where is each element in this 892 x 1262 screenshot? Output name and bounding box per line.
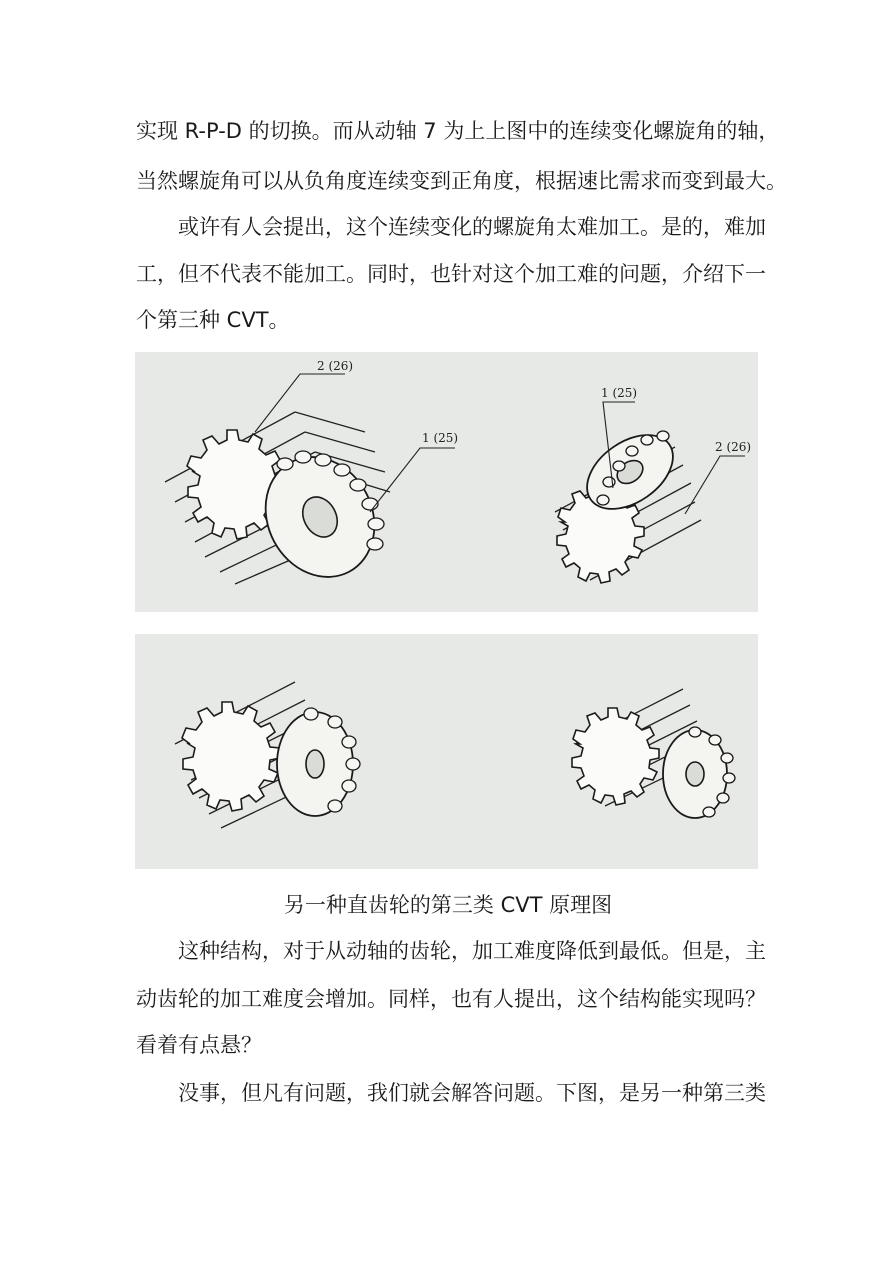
gear-drawing-bottom: [135, 634, 758, 869]
gear-figure-bottom: [135, 634, 758, 869]
sprocket-left: [277, 708, 360, 816]
figure-caption: 另一种直齿轮的第三类 CVT 原理图: [283, 893, 613, 917]
label-right-sprocket: 1 (25): [601, 386, 638, 400]
paragraph-line: 实现 R-P-D 的切换。而从动轴 7 为上上图中的连续变化螺旋角的轴，: [136, 119, 780, 143]
paragraph-line: 工，但不代表不能加工。同时，也针对这个加工难的问题，介绍下一: [136, 262, 766, 286]
paragraph-line: 这种结构，对于从动轴的齿轮，加工难度降低到最低。但是，主: [178, 939, 766, 963]
gear-drawing-top: [135, 352, 758, 612]
paragraph-line: 看着有点悬？: [136, 1033, 262, 1057]
label-right-spline: 2 (26): [715, 440, 752, 454]
paragraph-line: 或许有人会提出，这个连续变化的螺旋角太难加工。是的，难加: [178, 215, 766, 239]
sprocket-right: [663, 727, 735, 818]
paragraph-line: 个第三种 CVT。: [136, 308, 290, 332]
gear-figure-top: [135, 352, 758, 612]
label-left-spline: 2 (26): [317, 359, 354, 373]
label-left-sprocket: 1 (25): [422, 431, 459, 445]
paragraph-line: 没事，但凡有问题，我们就会解答问题。下图，是另一种第三类: [178, 1081, 766, 1105]
paragraph-line: 当然螺旋角可以从负角度连续变到正角度，根据速比需求而变到最大。: [136, 169, 787, 193]
paragraph-line: 动齿轮的加工难度会增加。同样，也有人提出，这个结构能实现吗？: [136, 987, 766, 1011]
